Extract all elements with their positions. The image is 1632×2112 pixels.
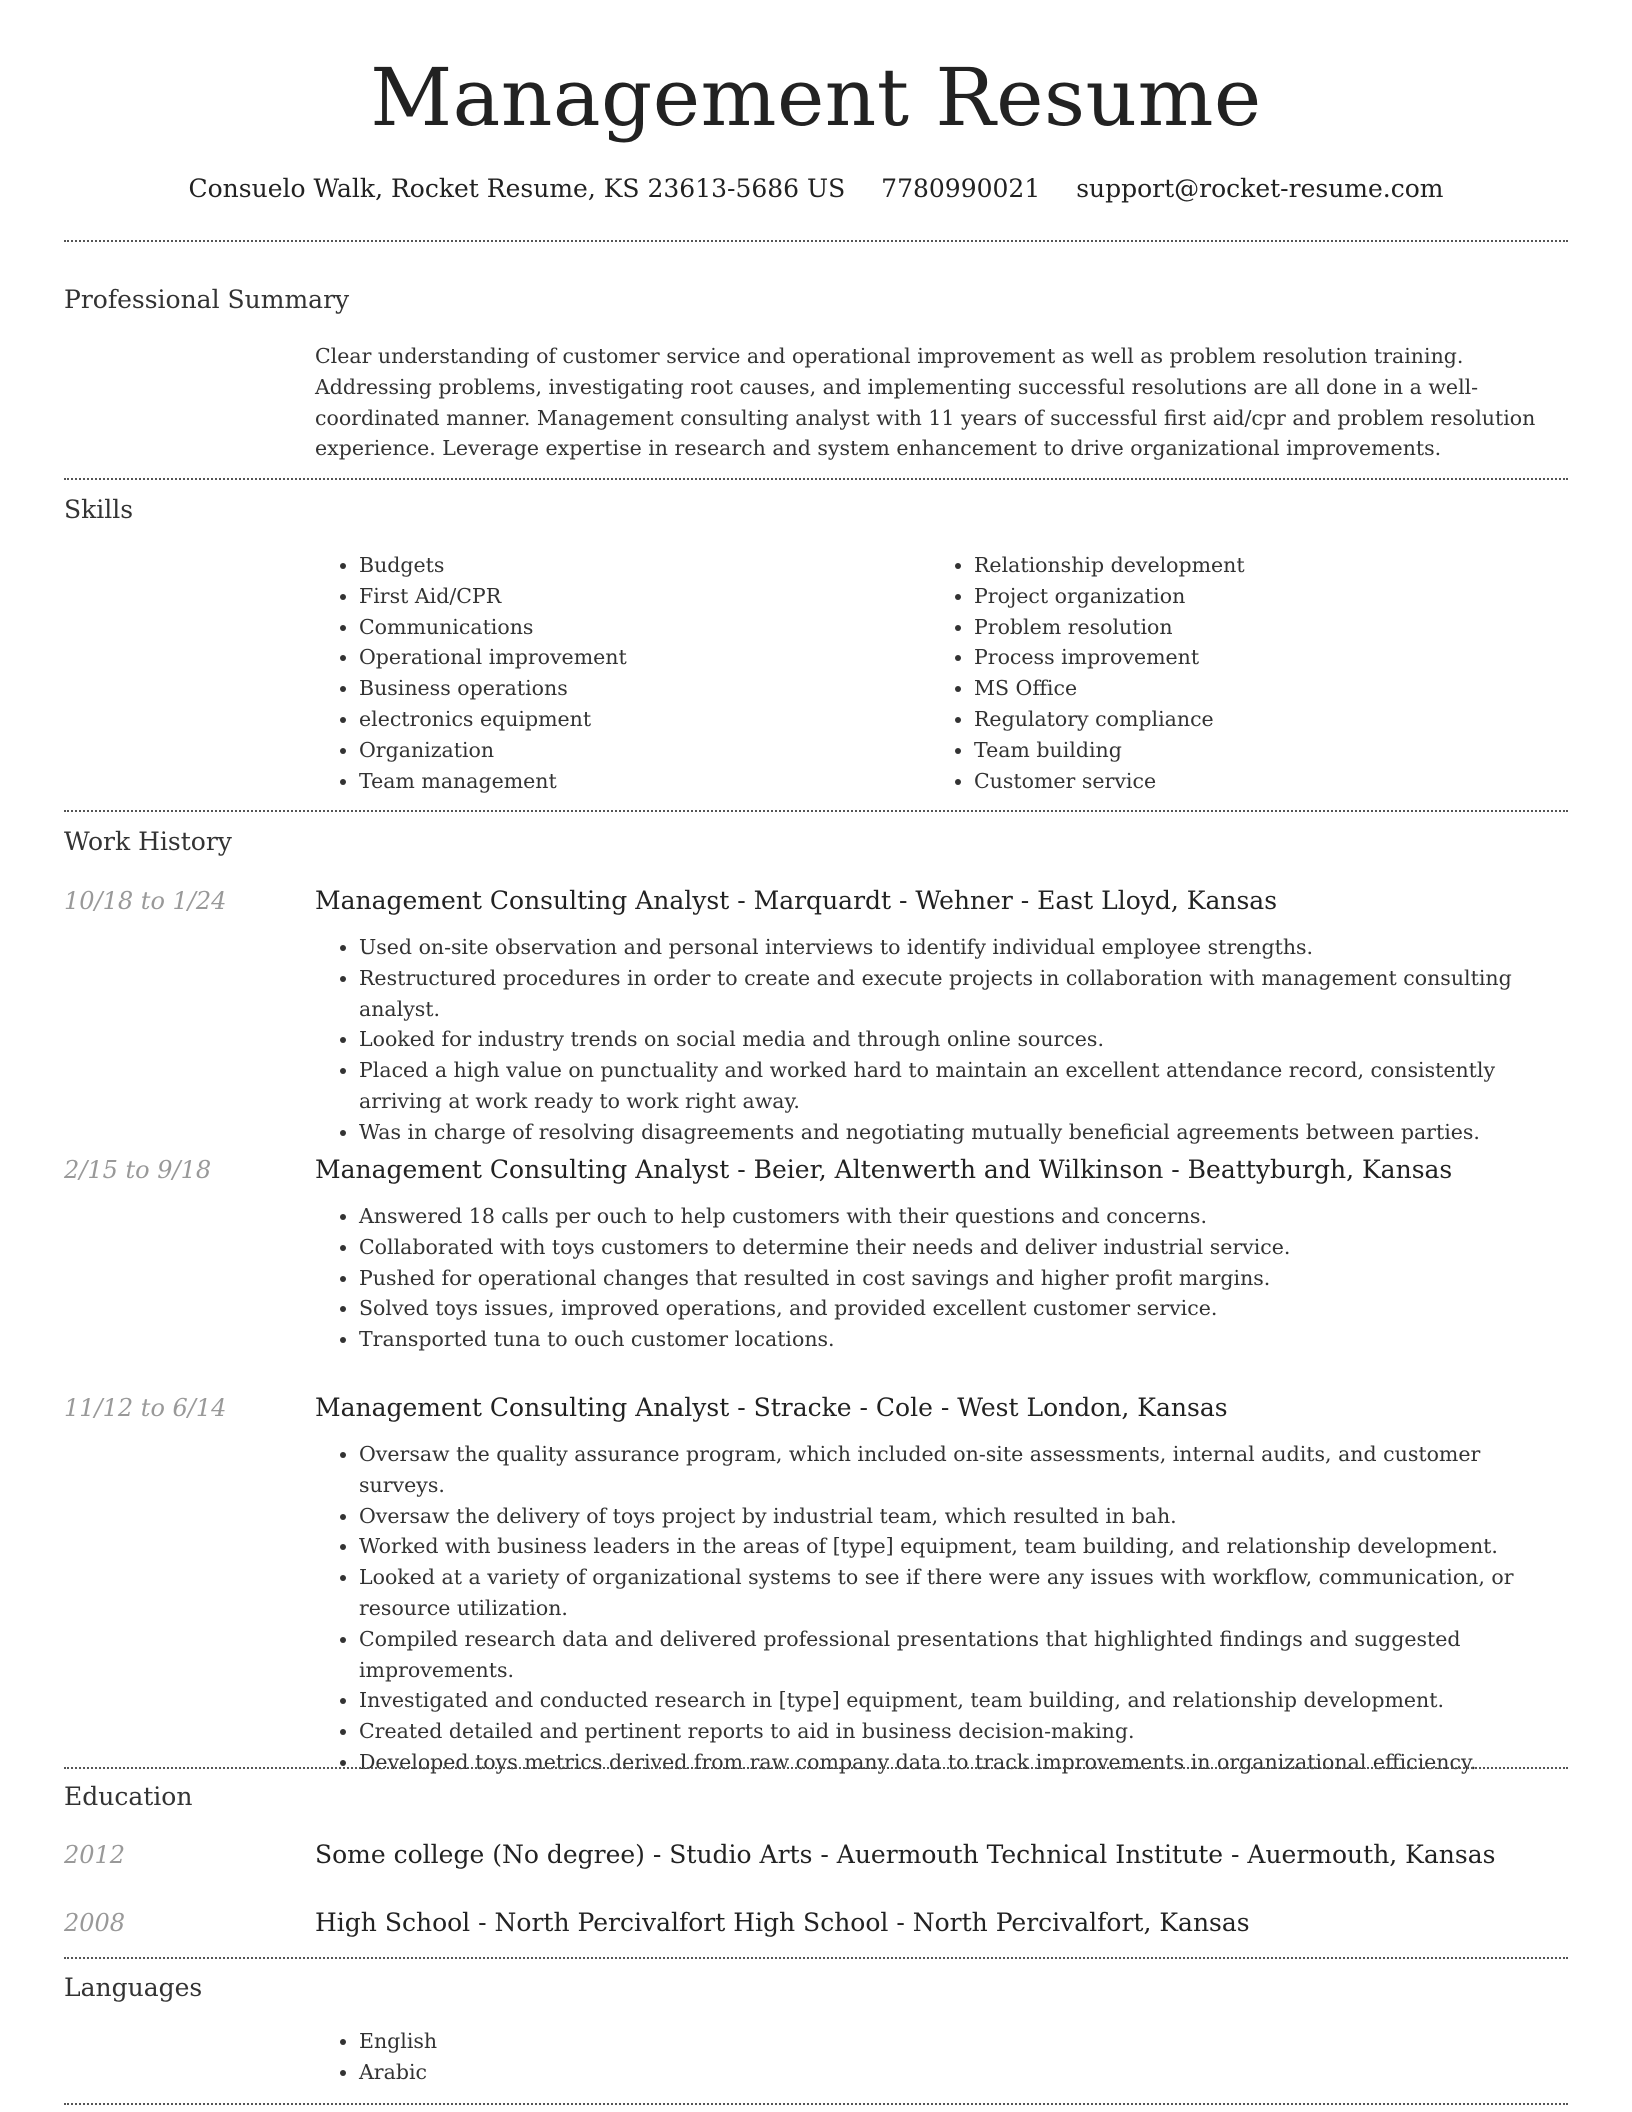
skill-item: • Customer service bbox=[974, 766, 1545, 797]
skill-item: • Organization bbox=[359, 735, 930, 766]
summary-heading: Professional Summary bbox=[64, 285, 350, 314]
duty-item: • Compiled research data and delivered professional presentations that highlighted findings and suggested improvements. bbox=[359, 1624, 1568, 1686]
education-year: 2008 bbox=[64, 1909, 126, 1937]
skill-item-list bbox=[930, 550, 1545, 796]
duty-item: • Oversaw the quality assurance program, which included on-site assessments, internal audits, and customer surveys. bbox=[359, 1439, 1568, 1501]
resume-title: Management Resume bbox=[370, 51, 1262, 144]
duty-item: • Created detailed and pertinent reports to aid in business decision-making. bbox=[359, 1716, 1568, 1747]
skill-item: • Team building bbox=[974, 735, 1545, 766]
duty-item: • Worked with business leaders in the areas of [type] equipment, team building, and relationship development. bbox=[359, 1531, 1568, 1562]
job-role: Management Consulting Analyst bbox=[315, 1155, 730, 1184]
skill-item: • MS Office bbox=[974, 673, 1545, 704]
contact-address: Consuelo Walk, Rocket Resume, KS 23613-5686 US bbox=[188, 174, 846, 203]
education-school: - Auermouth Technical Institute - Auermouth, Kansas bbox=[812, 1840, 1496, 1869]
education-degree: High School bbox=[315, 1908, 471, 1937]
duty-item: • Was in charge of resolving disagreements and negotiating mutually beneficial agreements between parties. bbox=[359, 1117, 1568, 1148]
skill-item: • Operational improvement bbox=[359, 642, 930, 673]
duty-item-list bbox=[315, 1201, 1568, 1355]
duty-item: • Transported tuna to ouch customer locations. bbox=[359, 1324, 1568, 1355]
language-item-list bbox=[315, 2026, 1568, 2088]
duty-item: • Restructured procedures in order to create and execute projects in collaboration with management consulting analyst. bbox=[359, 963, 1568, 1025]
duty-item: • Used on-site observation and personal interviews to identify individual employee strengths. bbox=[359, 932, 1568, 963]
education-heading: Education bbox=[64, 1782, 193, 1811]
skill-item: • Team management bbox=[359, 766, 930, 797]
duty-item: • Collaborated with toys customers to determine their needs and deliver industrial service. bbox=[359, 1232, 1568, 1263]
languages-heading: Languages bbox=[64, 1973, 203, 2002]
skill-item: • Problem resolution bbox=[974, 612, 1545, 643]
job-duties bbox=[315, 932, 1568, 1148]
education-entry bbox=[315, 1906, 1250, 1940]
duty-item: • Developed toys metrics derived from raw company data to track improvements in organizational efficiency. bbox=[359, 1747, 1568, 1778]
skill-item: • Budgets bbox=[359, 550, 930, 581]
skill-item: • First Aid/CPR bbox=[359, 581, 930, 612]
job-employer: - Stracke - Cole - West London, Kansas bbox=[729, 1393, 1228, 1422]
skill-item: • electronics equipment bbox=[359, 704, 930, 735]
job-role: Management Consulting Analyst bbox=[315, 1393, 730, 1422]
skills-column-right bbox=[930, 550, 1545, 796]
duty-item: • Looked for industry trends on social media and through online sources. bbox=[359, 1024, 1568, 1055]
duty-item-list bbox=[315, 932, 1568, 1148]
language-item: • Arabic bbox=[359, 2057, 1568, 2088]
skill-item: • Business operations bbox=[359, 673, 930, 704]
skill-item-list bbox=[315, 550, 930, 796]
languages-list bbox=[315, 2026, 1568, 2088]
duty-item: • Investigated and conducted research in [type] equipment, team building, and relationship development. bbox=[359, 1685, 1568, 1716]
skill-item: • Communications bbox=[359, 612, 930, 643]
summary-text: Clear understanding of customer service and operational improvement as well as problem resolution training. Addressing problems, investigating root causes, and implementing successful resolutions are all done in a well-coordinated manner. Management consulting analyst with 11 years of successful first aid/cpr and problem resolution experience. Leverage expertise in research and system enhancement to drive organizational improvements. bbox=[315, 344, 1536, 461]
education-entry bbox=[315, 1838, 1495, 1872]
contact-email: support@rocket-resume.com bbox=[1076, 174, 1444, 203]
skill-item: • Project organization bbox=[974, 581, 1545, 612]
job-role: Management Consulting Analyst bbox=[315, 886, 730, 915]
language-item: • English bbox=[359, 2026, 1568, 2057]
education-degree: Some college (No degree) - Studio Arts bbox=[315, 1840, 813, 1869]
education-year: 2012 bbox=[64, 1841, 126, 1869]
duty-item: • Answered 18 calls per ouch to help customers with their questions and concerns. bbox=[359, 1201, 1568, 1232]
work-history-heading: Work History bbox=[64, 827, 232, 856]
job-dates: 11/12 to 6/14 bbox=[64, 1394, 227, 1422]
section-divider bbox=[64, 240, 1568, 242]
job-title bbox=[315, 1391, 1228, 1425]
skills-heading: Skills bbox=[64, 495, 134, 524]
duty-item: • Solved toys issues, improved operations, and provided excellent customer service. bbox=[359, 1293, 1568, 1324]
job-duties bbox=[315, 1201, 1568, 1355]
contact-line bbox=[64, 172, 1568, 206]
duty-item-list bbox=[315, 1439, 1568, 1778]
skills-list bbox=[315, 550, 1568, 796]
job-dates: 2/15 to 9/18 bbox=[64, 1156, 212, 1184]
skill-item: • Regulatory compliance bbox=[974, 704, 1545, 735]
section-divider bbox=[64, 810, 1568, 812]
skills-column-left bbox=[315, 550, 930, 796]
job-employer: - Marquardt - Wehner - East Lloyd, Kansas bbox=[729, 886, 1278, 915]
section-divider bbox=[64, 478, 1568, 480]
duty-item: • Pushed for operational changes that resulted in cost savings and higher profit margins. bbox=[359, 1263, 1568, 1294]
contact-phone: 7780990021 bbox=[881, 174, 1041, 203]
skill-item: • Relationship development bbox=[974, 550, 1545, 581]
section-divider bbox=[64, 1767, 1568, 1769]
job-dates: 10/18 to 1/24 bbox=[64, 887, 227, 915]
duty-item: • Placed a high value on punctuality and worked hard to maintain an excellent attendance record, consistently arriving at work ready to work right away. bbox=[359, 1055, 1568, 1117]
job-employer: - Beier, Altenwerth and Wilkinson - Beattyburgh, Kansas bbox=[729, 1155, 1453, 1184]
job-title bbox=[315, 1153, 1452, 1187]
duty-item: • Looked at a variety of organizational systems to see if there were any issues with workflow, communication, or resource utilization. bbox=[359, 1562, 1568, 1624]
section-divider bbox=[64, 2103, 1568, 2105]
duty-item: • Oversaw the delivery of toys project by industrial team, which resulted in bah. bbox=[359, 1501, 1568, 1532]
education-school: - North Percivalfort High School - North Percivalfort, Kansas bbox=[470, 1908, 1250, 1937]
section-divider bbox=[64, 1957, 1568, 1959]
job-duties bbox=[315, 1439, 1568, 1778]
skill-item: • Process improvement bbox=[974, 642, 1545, 673]
job-title bbox=[315, 884, 1277, 918]
